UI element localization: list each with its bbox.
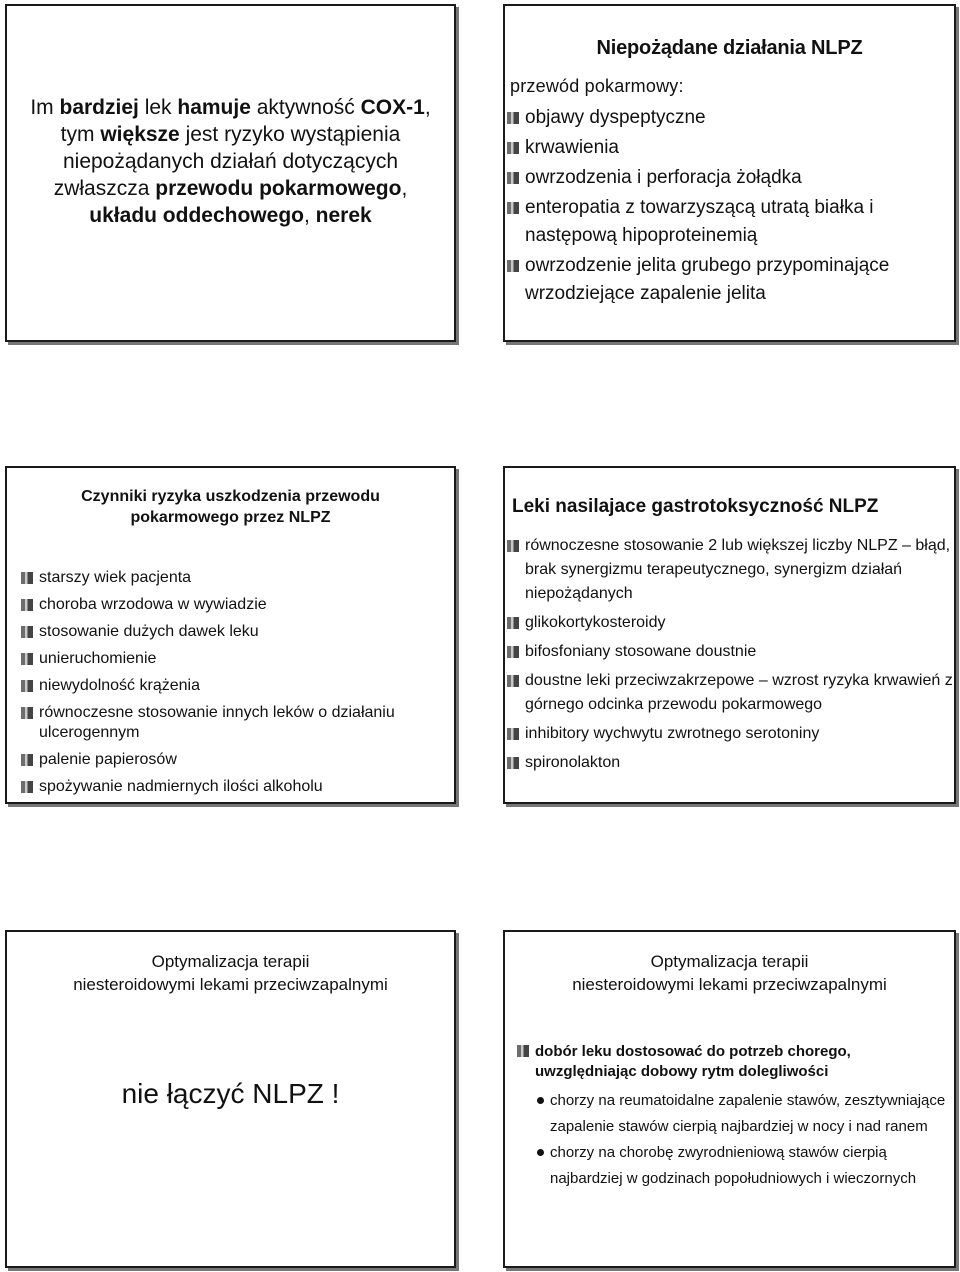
bullet-icon (21, 572, 33, 584)
bullet-icon (507, 675, 519, 687)
text-run: bardziej (59, 96, 139, 119)
list-item: starszy wiek pacjenta (21, 568, 448, 588)
bullet-icon (21, 680, 33, 692)
dot-bullet-icon (537, 1097, 544, 1104)
list-item: równoczesne stosowanie innych leków o działaniu ulcerogennym (21, 703, 448, 743)
bullet-icon (507, 617, 519, 629)
text-run: większe (100, 123, 180, 146)
text-run: Im (30, 96, 60, 119)
list-item: inhibitory wychwytu zwrotnego serotoniny (507, 722, 956, 746)
bullet-icon (507, 112, 519, 124)
bullet-icon (21, 781, 33, 793)
slide-adverse-effects (503, 4, 956, 342)
list-item: spożywanie nadmiernych ilości alkoholu (21, 777, 448, 797)
slide-subtitle: przewód pokarmowy: (510, 76, 684, 96)
list-item: dobór leku dostosować do potrzeb chorego, uwzględniając dobowy rytm dolegliwości (517, 1042, 946, 1082)
text-run: aktywność (250, 96, 361, 119)
bullet-list (21, 568, 448, 804)
slide-gastrotoxicity-drugs (503, 466, 956, 804)
text-run: jest ryzyko wystąpienia (179, 123, 401, 146)
statement-line (13, 175, 448, 202)
text-run: , (401, 177, 408, 200)
list-item: owrzodzenia i perforacja żołądka (507, 164, 948, 192)
bullet-icon (21, 599, 33, 611)
bullet-icon (507, 172, 519, 184)
list-item: glikokortykosteroidy (507, 611, 956, 635)
bullet-icon (507, 757, 519, 769)
slide-title: Optymalizacja terapii niesteroidowymi lekami przeciwzapalnymi (572, 952, 887, 994)
text-run: tym (60, 123, 101, 146)
bullet-list (507, 104, 948, 310)
bullet-icon (507, 260, 519, 272)
slide-title: Czynniki ryzyka uszkodzenia przewodu pokarmowego przez NLPZ (81, 488, 380, 526)
list-item: niewydolność krążenia (21, 676, 448, 696)
list-item: równoczesne stosowanie 2 lub większej liczby NLPZ – błąd, brak synergizmu terapeutycznego, synergizm działań niepożądanych (507, 534, 956, 606)
text-run: przewodu pokarmowego (155, 177, 402, 200)
list-item: krwawienia (507, 134, 948, 162)
slide-risk-factors (5, 466, 456, 804)
bullet-icon (517, 1045, 529, 1057)
bullet-icon (21, 707, 33, 719)
list-item: palenie papierosów (21, 750, 448, 770)
dot-bullet-icon (537, 1149, 544, 1156)
list-item: enteropatia z towarzyszącą utratą białka i następową hipoproteinemią (507, 194, 948, 250)
bullet-list (507, 534, 956, 780)
slide-therapy-optimization-1 (5, 930, 456, 1268)
text-run: , (424, 96, 431, 119)
text-run: , (303, 204, 316, 227)
bullet-icon (507, 728, 519, 740)
list-item: stosowanie dużych dawek leku (21, 622, 448, 642)
list-item: choroba wrzodowa w wywiadzie (21, 595, 448, 615)
bullet-icon (507, 142, 519, 154)
statement-line (13, 121, 448, 148)
text-run: zwłaszcza (53, 177, 156, 200)
sub-list (517, 1088, 946, 1192)
list-item: owrzodzenie jelita grubego przypominające wrzodziejące zapalenie jelita (507, 252, 948, 308)
slide-title: Optymalizacja terapii niesteroidowymi lekami przeciwzapalnymi (73, 952, 388, 994)
bullet-icon (21, 626, 33, 638)
text-run: COX-1 (360, 96, 425, 119)
bullet-icon (21, 754, 33, 766)
text-run: hamuje (177, 96, 251, 119)
slide-title: Leki nasilajace gastrotoksyczność NLPZ (512, 496, 879, 517)
slide-therapy-optimization-2 (503, 930, 956, 1268)
bullet-icon (507, 202, 519, 214)
slide-cox1-risk (5, 4, 456, 342)
bullet-list (517, 1042, 946, 1192)
cox1-risk-statement (13, 94, 448, 229)
list-item: spironolakton (507, 751, 956, 775)
bullet-icon (507, 646, 519, 658)
statement-line (13, 202, 448, 229)
text-run: lek (138, 96, 178, 119)
main-statement: nie łączyć NLPZ ! (121, 1078, 340, 1109)
bullet-icon (21, 653, 33, 665)
statement-line (13, 148, 448, 175)
slide-title: Niepożądane działania NLPZ (596, 37, 863, 59)
statement-line (13, 94, 448, 121)
sub-list-item: chorzy na reumatoidalne zapalenie stawów, zesztywniające zapalenie stawów cierpią najbardziej w nocy i nad ranem (537, 1088, 946, 1140)
list-item: doustne leki przeciwzakrzepowe – wzrost ryzyka krwawień z górnego odcinka przewodu pokarmowego (507, 669, 956, 717)
list-item: objawy dyspeptyczne (507, 104, 948, 132)
list-item: unieruchomienie (21, 649, 448, 669)
sub-list-item: chorzy na chorobę zwyrodnieniową stawów cierpią najbardziej w godzinach popołudniowych i wieczornych (537, 1140, 946, 1192)
list-item: bifosfoniany stosowane doustnie (507, 640, 956, 664)
bullet-icon (507, 540, 519, 552)
text-run: niepożądanych działań dotyczących (62, 150, 399, 173)
text-run: nerek (315, 204, 372, 227)
text-run: układu oddechowego (89, 204, 304, 227)
